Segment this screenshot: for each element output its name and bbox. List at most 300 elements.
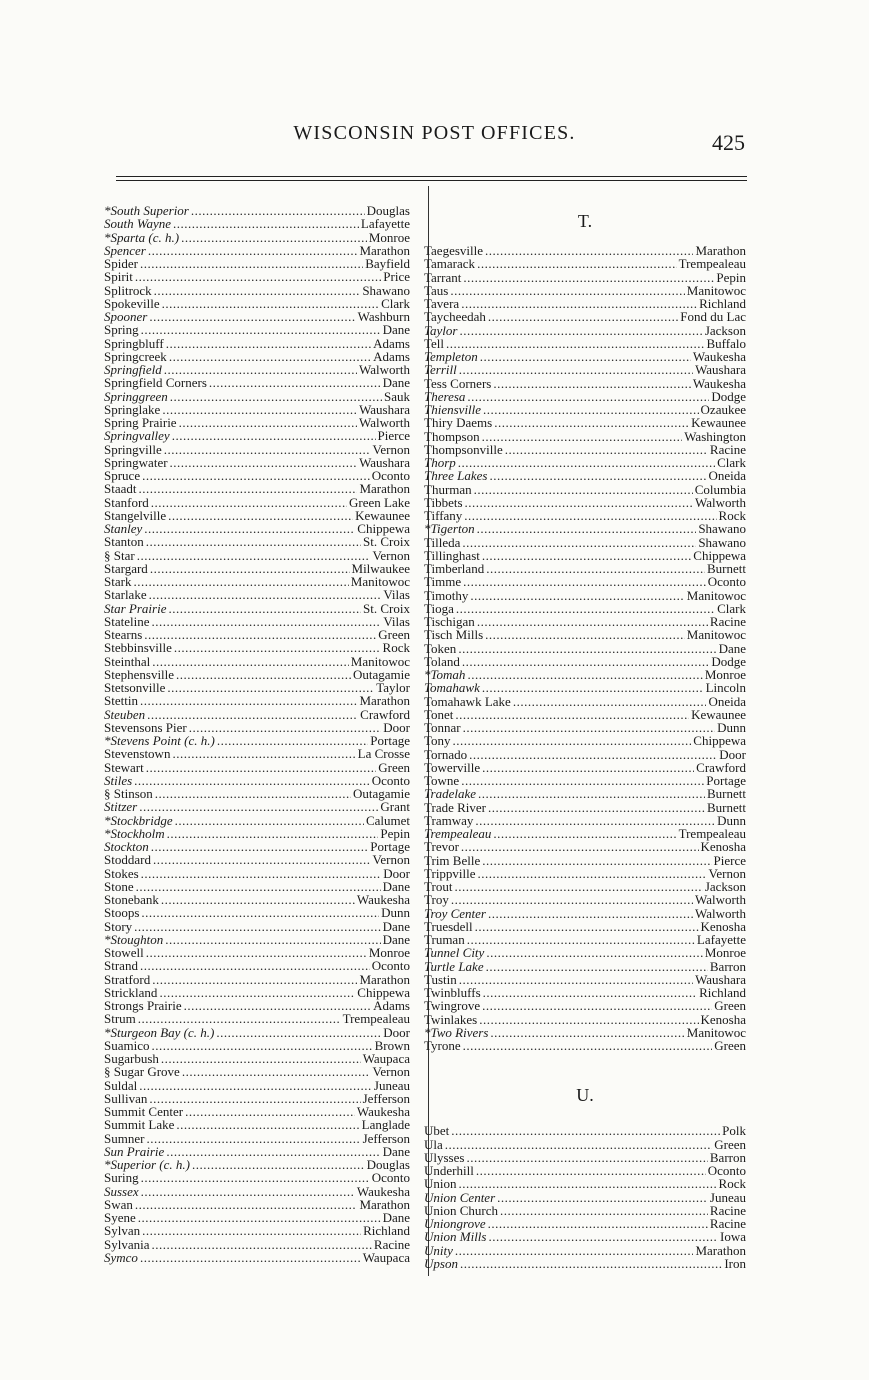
list-item <box>104 469 410 482</box>
post-office-name: *Two Rivers <box>424 1024 489 1040</box>
post-office-name: Stanton <box>104 534 144 550</box>
post-office-name: Thurman <box>424 481 472 497</box>
right-column <box>424 208 746 1270</box>
county-name: Marathon <box>695 1242 746 1258</box>
county-name: Marathon <box>359 1196 410 1212</box>
leader-dots <box>478 787 705 800</box>
post-office-name: Stanford <box>104 494 149 510</box>
list-item <box>104 827 410 840</box>
post-office-name: Uniongrove <box>424 1216 486 1231</box>
leader-dots <box>191 204 365 217</box>
post-office-name: Stearns <box>104 627 143 642</box>
list-item <box>104 257 410 270</box>
list-item <box>104 814 410 827</box>
list-item <box>424 801 746 814</box>
leader-dots <box>161 1052 361 1065</box>
post-office-name: Stangelville <box>104 507 167 523</box>
county-name: Marathon <box>359 481 410 497</box>
leader-dots <box>148 244 358 257</box>
list-item <box>424 867 746 880</box>
post-office-name: Spirit <box>104 269 133 285</box>
leader-dots <box>140 694 358 707</box>
county-name: Monroe <box>368 229 410 245</box>
leader-dots <box>459 363 693 376</box>
post-office-name: Tisch Mills <box>424 627 484 643</box>
leader-dots <box>463 1039 713 1052</box>
post-office-name: Tornado <box>424 746 468 762</box>
county-name: Dodge <box>711 388 746 404</box>
leader-dots <box>151 496 347 509</box>
county-name: Juneau <box>373 1077 410 1093</box>
list-item <box>104 575 410 588</box>
post-office-name: Trippville <box>424 865 476 881</box>
post-office-name: Sussex <box>104 1183 139 1199</box>
list-item <box>424 244 746 257</box>
post-office-name: Tyrone <box>424 1038 461 1053</box>
list-item <box>424 257 746 270</box>
post-office-name: Swan <box>104 1196 133 1212</box>
county-name: Washington <box>684 428 746 444</box>
post-office-name: Stoops <box>104 905 140 921</box>
county-name: Washburn <box>357 309 410 324</box>
list-item <box>104 1026 410 1039</box>
leader-dots <box>172 747 355 760</box>
list-item <box>104 1092 410 1105</box>
county-name: Polk <box>722 1123 746 1139</box>
leader-dots <box>462 536 696 549</box>
county-name: Portage <box>370 839 410 854</box>
leader-dots <box>513 695 707 708</box>
list-item <box>104 1012 410 1025</box>
post-office-name: Stephensville <box>104 666 175 682</box>
list-item <box>104 1118 410 1131</box>
leader-dots <box>486 562 705 575</box>
list-item <box>104 363 410 376</box>
post-office-name: *Stevens Point (c. h.) <box>104 733 215 748</box>
post-office-name: Tradelake <box>424 786 476 802</box>
county-name: Chippewa <box>693 733 746 749</box>
county-name: Rock <box>718 508 746 523</box>
leader-dots <box>459 324 702 337</box>
leader-dots <box>137 549 371 562</box>
leader-dots <box>446 337 704 350</box>
county-name: Oconto <box>371 1170 410 1186</box>
list-item <box>104 880 410 893</box>
list-item <box>104 403 410 416</box>
list-item <box>424 708 746 721</box>
leader-dots <box>140 257 363 270</box>
county-name: Chippewa <box>357 984 410 1000</box>
leader-dots <box>500 1204 708 1217</box>
leader-dots <box>149 588 382 601</box>
post-office-name: Springfield <box>104 362 162 377</box>
county-name: Dane <box>382 878 410 894</box>
county-name: Rock <box>718 1176 746 1192</box>
leader-dots <box>482 761 694 774</box>
post-office-name: *Stockbridge <box>104 812 173 828</box>
list-item <box>104 284 410 297</box>
page-number: 425 <box>712 130 745 155</box>
post-office-name: Tell <box>424 335 445 351</box>
list-item <box>424 893 746 906</box>
list-item <box>104 244 410 257</box>
leader-dots <box>209 376 381 389</box>
post-office-name: Stebbinsville <box>104 640 172 656</box>
post-office-name: Theresa <box>424 388 466 404</box>
leader-dots <box>167 827 379 840</box>
list-item <box>104 416 410 429</box>
leader-dots <box>461 840 699 853</box>
list-item <box>104 999 410 1012</box>
list-item <box>104 681 410 694</box>
leader-dots <box>172 429 376 442</box>
list-item <box>424 668 746 681</box>
post-office-name: Stockton <box>104 839 149 854</box>
leader-dots <box>455 708 689 721</box>
list-item <box>424 748 746 761</box>
leader-dots <box>475 920 699 933</box>
list-item <box>424 602 746 615</box>
leader-dots <box>152 973 357 986</box>
county-name: Walworth <box>695 494 746 510</box>
leader-dots <box>466 1151 707 1164</box>
leader-dots <box>461 297 697 310</box>
list-item <box>424 721 746 734</box>
section-letter-t: T. <box>577 211 593 231</box>
leader-dots <box>467 390 709 403</box>
leader-dots <box>482 854 711 867</box>
county-name: Burnett <box>707 786 746 802</box>
post-office-name: Trevor <box>424 839 459 855</box>
leader-dots <box>185 1105 355 1118</box>
leader-dots <box>482 681 704 694</box>
county-name: Vernon <box>372 547 410 563</box>
leader-dots <box>168 602 361 615</box>
list-item <box>424 363 746 376</box>
post-office-name: Token <box>424 640 457 656</box>
leader-dots <box>465 496 694 509</box>
post-office-name: Strand <box>104 958 138 974</box>
county-name: La Crosse <box>357 746 410 762</box>
county-name: Kenosha <box>700 839 746 855</box>
county-name: Racine <box>709 614 746 629</box>
county-name: Vernon <box>708 865 746 881</box>
leader-dots <box>166 1145 380 1158</box>
post-office-name: Sumner <box>104 1130 145 1146</box>
leader-dots <box>453 734 692 747</box>
list-item <box>104 509 410 522</box>
county-name: Barron <box>709 958 746 974</box>
list-item <box>104 1105 410 1118</box>
post-office-name: Thiensville <box>424 402 482 417</box>
leader-dots <box>497 1191 708 1204</box>
list-item <box>424 1039 746 1052</box>
leader-dots <box>477 257 677 270</box>
county-name: Manitowoc <box>350 653 410 669</box>
list-item <box>424 1230 746 1243</box>
list-item <box>104 761 410 774</box>
county-name: Manitowoc <box>350 574 410 589</box>
leader-dots <box>488 310 678 323</box>
leader-dots <box>135 1198 358 1211</box>
post-office-name: Tillinghast <box>424 547 480 563</box>
county-name: Clark <box>381 295 410 311</box>
post-office-name: Ula <box>424 1136 443 1152</box>
county-name: Dane <box>382 322 410 338</box>
post-office-name: Strongs Prairie <box>104 998 182 1013</box>
list-item <box>104 1198 410 1211</box>
post-office-name: *Sparta (c. h.) <box>104 229 180 245</box>
county-name: Richland <box>699 985 746 1000</box>
post-office-name: Thiry Daems <box>424 415 493 431</box>
post-office-name: Spring <box>104 322 139 338</box>
post-office-name: Toland <box>424 653 460 669</box>
list-item <box>424 1124 746 1137</box>
leader-dots <box>136 880 381 893</box>
leader-dots <box>134 774 370 787</box>
post-office-name: *Sturgeon Bay (c. h.) <box>104 1024 215 1040</box>
post-office-name: Stettin <box>104 693 138 709</box>
list-item <box>424 1204 746 1217</box>
list-item <box>424 615 746 628</box>
post-office-name: Taus <box>424 282 449 298</box>
post-office-name: § Stinson <box>104 786 153 801</box>
county-name: Door <box>719 746 746 762</box>
leader-dots <box>493 827 676 840</box>
post-office-name: South Wayne <box>104 216 172 232</box>
list-item <box>104 1132 410 1145</box>
county-name: Juneau <box>709 1189 746 1205</box>
leader-dots <box>488 801 705 814</box>
post-office-name: Stateline <box>104 613 150 629</box>
list-item <box>424 761 746 774</box>
county-name: Dane <box>382 931 410 947</box>
post-office-name: Syene <box>104 1210 136 1225</box>
leader-dots <box>147 708 358 721</box>
list-item <box>424 814 746 827</box>
post-office-name: Trim Belle <box>424 852 481 868</box>
county-name: Crawford <box>360 706 410 722</box>
leader-dots <box>451 893 693 906</box>
list-item <box>424 496 746 509</box>
county-name: Monroe <box>704 667 746 682</box>
county-name: Dunn <box>717 812 746 828</box>
post-office-name: Tonnar <box>424 720 461 735</box>
county-name: Green Lake <box>349 494 410 510</box>
county-name: Calumet <box>365 812 410 828</box>
list-item <box>104 933 410 946</box>
list-item <box>104 787 410 800</box>
leader-dots <box>482 999 712 1012</box>
list-item <box>424 483 746 496</box>
list-item <box>424 827 746 840</box>
county-name: Monroe <box>368 945 410 960</box>
post-office-name: Taegesville <box>424 243 484 258</box>
leader-dots <box>217 734 368 747</box>
list-item <box>104 867 410 880</box>
leader-dots <box>164 443 371 456</box>
post-office-name: Twinbluffs <box>424 985 481 1000</box>
leader-dots <box>139 1079 372 1092</box>
county-name: Waukesha <box>692 349 746 364</box>
leader-dots <box>480 350 691 363</box>
county-name: Jefferson <box>362 1090 410 1106</box>
county-name: Barron <box>709 1149 746 1165</box>
post-office-name: Tiffany <box>424 508 463 523</box>
post-office-name: Timberland <box>424 561 485 576</box>
list-item <box>424 377 746 390</box>
county-name: Walworth <box>695 905 746 921</box>
leader-dots <box>469 748 717 761</box>
county-name: Green <box>714 1038 746 1053</box>
post-office-name: Springcreek <box>104 348 167 364</box>
list-item <box>104 535 410 548</box>
leader-dots <box>133 575 348 588</box>
leader-dots <box>146 535 361 548</box>
leader-dots <box>141 867 382 880</box>
list-item <box>104 694 410 707</box>
leader-dots <box>456 602 715 615</box>
list-item <box>424 324 746 337</box>
post-office-name: Springville <box>104 441 162 457</box>
post-office-name: Union Church <box>424 1202 499 1218</box>
list-item <box>424 469 746 482</box>
list-item <box>424 880 746 893</box>
list-item <box>104 1145 410 1158</box>
post-office-name: Stratford <box>104 971 151 987</box>
post-office-name: Suldal <box>104 1077 138 1093</box>
left-column <box>104 204 410 1264</box>
list-item <box>104 588 410 601</box>
county-name: Dane <box>382 375 410 391</box>
leader-dots <box>140 959 370 972</box>
list-item <box>424 946 746 959</box>
list-item <box>424 920 746 933</box>
county-name: Milwaukee <box>351 560 410 576</box>
list-item <box>424 840 746 853</box>
leader-dots <box>470 589 684 602</box>
post-office-name: Springfield Corners <box>104 375 207 391</box>
list-item <box>104 376 410 389</box>
list-item <box>424 973 746 986</box>
post-office-name: Steinthal <box>104 653 151 669</box>
county-name: Pepin <box>380 825 410 841</box>
county-name: Outagamie <box>352 666 410 682</box>
post-office-name: Springbluff <box>104 335 164 351</box>
county-name: Waukesha <box>356 1183 410 1199</box>
post-office-name: Unity <box>424 1242 453 1258</box>
county-name: Walworth <box>695 892 746 908</box>
leader-dots <box>162 297 380 310</box>
post-office-name: Symco <box>104 1249 138 1265</box>
list-item <box>104 482 410 495</box>
county-name: Adams <box>373 998 410 1013</box>
list-item <box>424 655 746 668</box>
leader-dots <box>166 337 371 350</box>
post-office-name: Stoddard <box>104 852 151 868</box>
post-office-name: Stargard <box>104 560 148 576</box>
t-entries-list <box>424 244 746 1052</box>
county-name: Dane <box>382 918 410 934</box>
post-office-name: Stanley <box>104 521 143 536</box>
leader-dots <box>152 1238 372 1251</box>
list-item <box>104 800 410 813</box>
list-item <box>104 1065 410 1078</box>
county-name: Kewaunee <box>691 706 746 722</box>
post-office-name: Timothy <box>424 587 469 603</box>
post-office-name: Sugarbush <box>104 1051 159 1066</box>
leader-dots <box>135 270 381 283</box>
list-item <box>424 695 746 708</box>
list-item <box>104 986 410 999</box>
list-item <box>104 641 410 654</box>
county-name: Waupaca <box>362 1051 410 1066</box>
leader-dots <box>142 1224 361 1237</box>
leader-dots <box>459 973 693 986</box>
list-item <box>424 549 746 562</box>
list-item <box>104 562 410 575</box>
county-name: Adams <box>373 348 410 364</box>
county-name: Waushara <box>695 362 746 378</box>
post-office-name: Tomahawk <box>424 680 480 696</box>
list-item <box>424 350 746 363</box>
county-name: Kenosha <box>700 1011 746 1027</box>
county-name: Douglas <box>366 203 410 218</box>
leader-dots <box>162 403 357 416</box>
list-item <box>424 297 746 310</box>
leader-dots <box>134 920 380 933</box>
county-name: Monroe <box>704 945 746 961</box>
post-office-name: Stark <box>104 574 132 589</box>
county-name: Waukesha <box>356 1104 410 1119</box>
county-name: Racine <box>709 441 746 457</box>
county-name: Iowa <box>720 1229 746 1245</box>
county-name: Kewaunee <box>355 507 410 523</box>
post-office-name: Spencer <box>104 242 146 258</box>
leader-dots <box>505 443 708 456</box>
county-name: Taylor <box>376 680 410 695</box>
list-item <box>104 655 410 668</box>
list-item <box>104 628 410 641</box>
leader-dots <box>463 721 715 734</box>
post-office-name: Truman <box>424 932 465 947</box>
list-item <box>424 522 746 535</box>
county-name: Racine <box>709 1202 746 1218</box>
county-name: Waushara <box>359 401 410 417</box>
post-office-name: Taycheedah <box>424 309 486 325</box>
county-name: Racine <box>709 1216 746 1231</box>
post-office-name: Tramway <box>424 812 474 828</box>
leader-dots <box>139 482 358 495</box>
county-name: Lincoln <box>705 680 746 696</box>
county-name: Vilas <box>383 613 410 629</box>
list-item <box>104 668 410 681</box>
leader-dots <box>141 1185 355 1198</box>
post-office-name: *South Superior <box>104 203 189 218</box>
county-name: Dane <box>382 1143 410 1159</box>
post-office-name: Troy <box>424 892 449 908</box>
list-item <box>424 999 746 1012</box>
u-entries-list <box>424 1124 746 1270</box>
list-item <box>424 1013 746 1026</box>
post-office-name: *Superior (c. h.) <box>104 1157 190 1172</box>
county-name: Burnett <box>707 799 746 815</box>
county-name: Green <box>378 759 410 775</box>
list-item <box>424 509 746 522</box>
leader-dots <box>146 761 377 774</box>
leader-dots <box>151 840 369 853</box>
list-item <box>104 708 410 721</box>
